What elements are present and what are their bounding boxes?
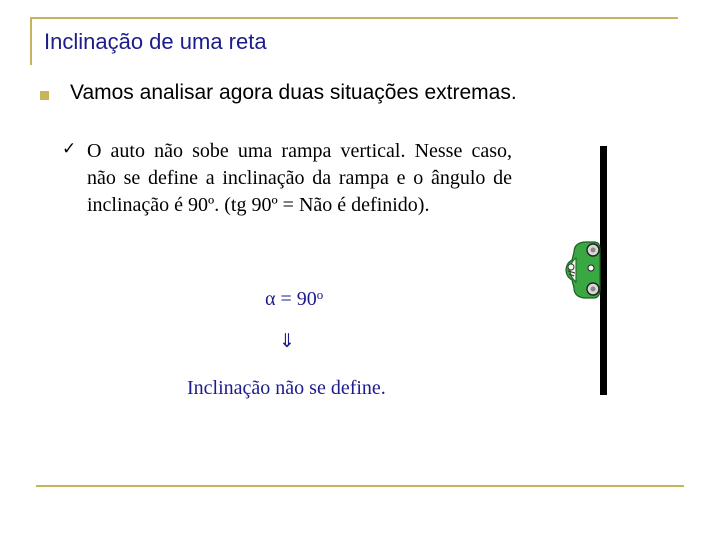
- title-frame-top-line: [30, 17, 678, 19]
- footer-divider-line: [36, 485, 684, 487]
- car-icon: [560, 236, 604, 302]
- slide-title: Inclinação de uma reta: [44, 29, 267, 54]
- bullet-text: Vamos analisar agora duas situações extremas.: [70, 81, 517, 104]
- explanation-paragraph: O auto não sobe uma rampa vertical. Nesse caso, não se define a inclinação da rampa e o ângulo de inclinação é 90º. (tg 90º = Não é definido).: [87, 140, 512, 216]
- square-bullet-icon: [40, 91, 49, 100]
- angle-equation-value: α = 90: [265, 288, 317, 310]
- checkmark-icon: ✓: [62, 139, 77, 159]
- angle-degree-mark: o: [316, 287, 324, 302]
- down-arrow-icon: ⇓: [279, 330, 295, 352]
- angle-equation: [265, 287, 323, 311]
- result-text: Inclinação não se define.: [187, 377, 386, 399]
- title-frame-left-line: [30, 17, 32, 65]
